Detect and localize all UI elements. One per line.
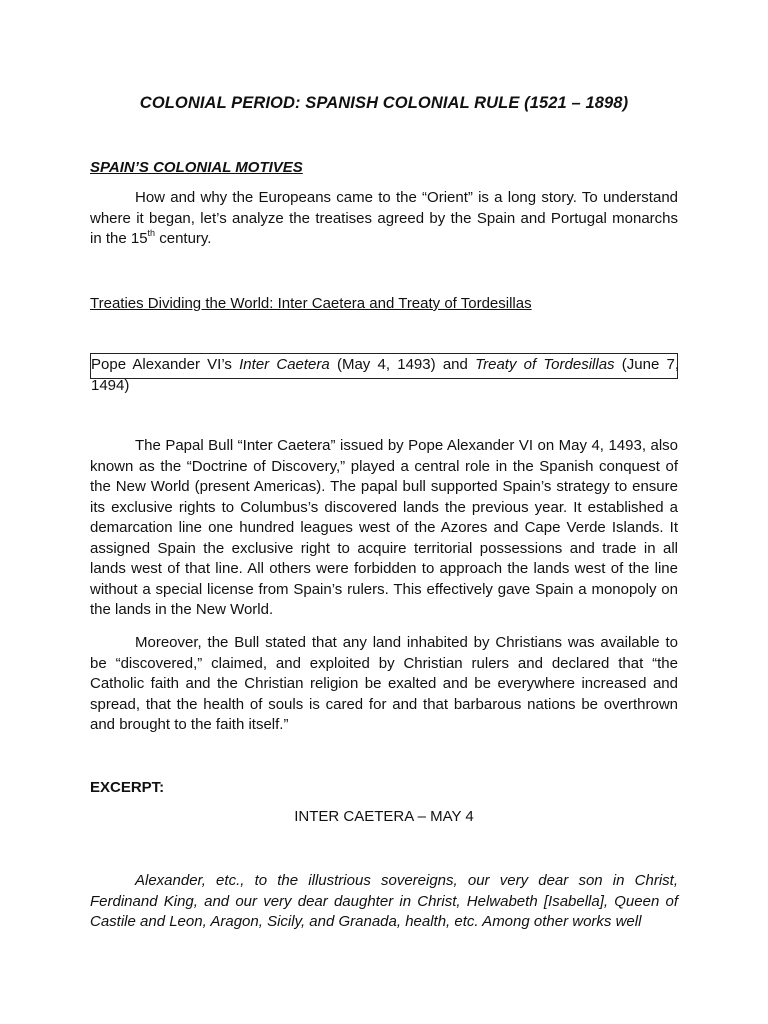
excerpt-paragraph: Alexander, etc., to the illustrious sovereigns, our very dear son in Christ, Ferdinand King, and our very dear daughter in Christ, Helwabeth [Isabella], Queen of Castile and Leon, Aragon, Sicily, and Granada, health, etc. Among other works well xyxy=(90,872,678,930)
boxed-heading-text xyxy=(91,355,679,396)
treaties-heading: Treaties Dividing the World: Inter Caetera and Treaty of Tordesillas xyxy=(90,295,532,312)
ordinal-superscript: th xyxy=(147,228,156,238)
boxed-part-1: Pope Alexander VI’s xyxy=(91,356,240,373)
boxed-heading-line-2: 1494) xyxy=(91,376,130,394)
excerpt-label: EXCERPT: xyxy=(90,779,165,796)
boxed-part-3: (June 7, xyxy=(614,356,680,373)
moreover-paragraph: Moreover, the Bull stated that any land inhabited by Christians was available to be “discovered,” claimed, and exploited by Christian rulers and declared that “the Catholic faith and the Christian religion be exalted and be everywhere increased and spread, that the health of souls is cared for and that barbarous nations be overthrown and brought to the faith itself.” xyxy=(90,634,678,733)
boxed-heading-line-1 xyxy=(91,355,679,376)
tordesillas-title: Treaty of Tordesillas xyxy=(475,356,615,373)
document-title: COLONIAL PERIOD: SPANISH COLONIAL RULE (1521 – 1898) xyxy=(139,94,629,112)
inter-caetera-title: Inter Caetera xyxy=(239,356,330,373)
intro-text-after: century. xyxy=(155,230,212,247)
section-heading: SPAIN’S COLONIAL MOTIVES xyxy=(90,159,303,176)
papal-bull-paragraph: The Papal Bull “Inter Caetera” issued by Pope Alexander VI on May 4, 1493, also known as the “Doctrine of Discovery,” played a central role in the Spanish conquest of the New World (present Americas). The papal bull supported Spain’s strategy to ensure its exclusive rights to Columbus’s discovered lands the previous year. It established a demarcation line one hundred leagues west of the Azores and Cape Verde Islands. It assigned Spain the exclusive right to acquire territorial possessions and trade in all lands west of that line. All others were forbidden to approach the lands west of the line without a special license from Spain’s rulers. This effectively gave Spain a monopoly on the lands in the New World. xyxy=(90,437,678,618)
intro-paragraph xyxy=(90,188,678,250)
boxed-heading xyxy=(90,353,680,394)
intro-text-before: How and why the Europeans came to the “Orient” is a long story. To understand where it began, let’s analyze the treatises agreed by the Spain and Portugal monarchs in the 15 xyxy=(90,189,678,247)
boxed-part-2: (May 4, 1493) and xyxy=(329,356,476,373)
excerpt-title: INTER CAETERA – MAY 4 xyxy=(294,808,474,825)
